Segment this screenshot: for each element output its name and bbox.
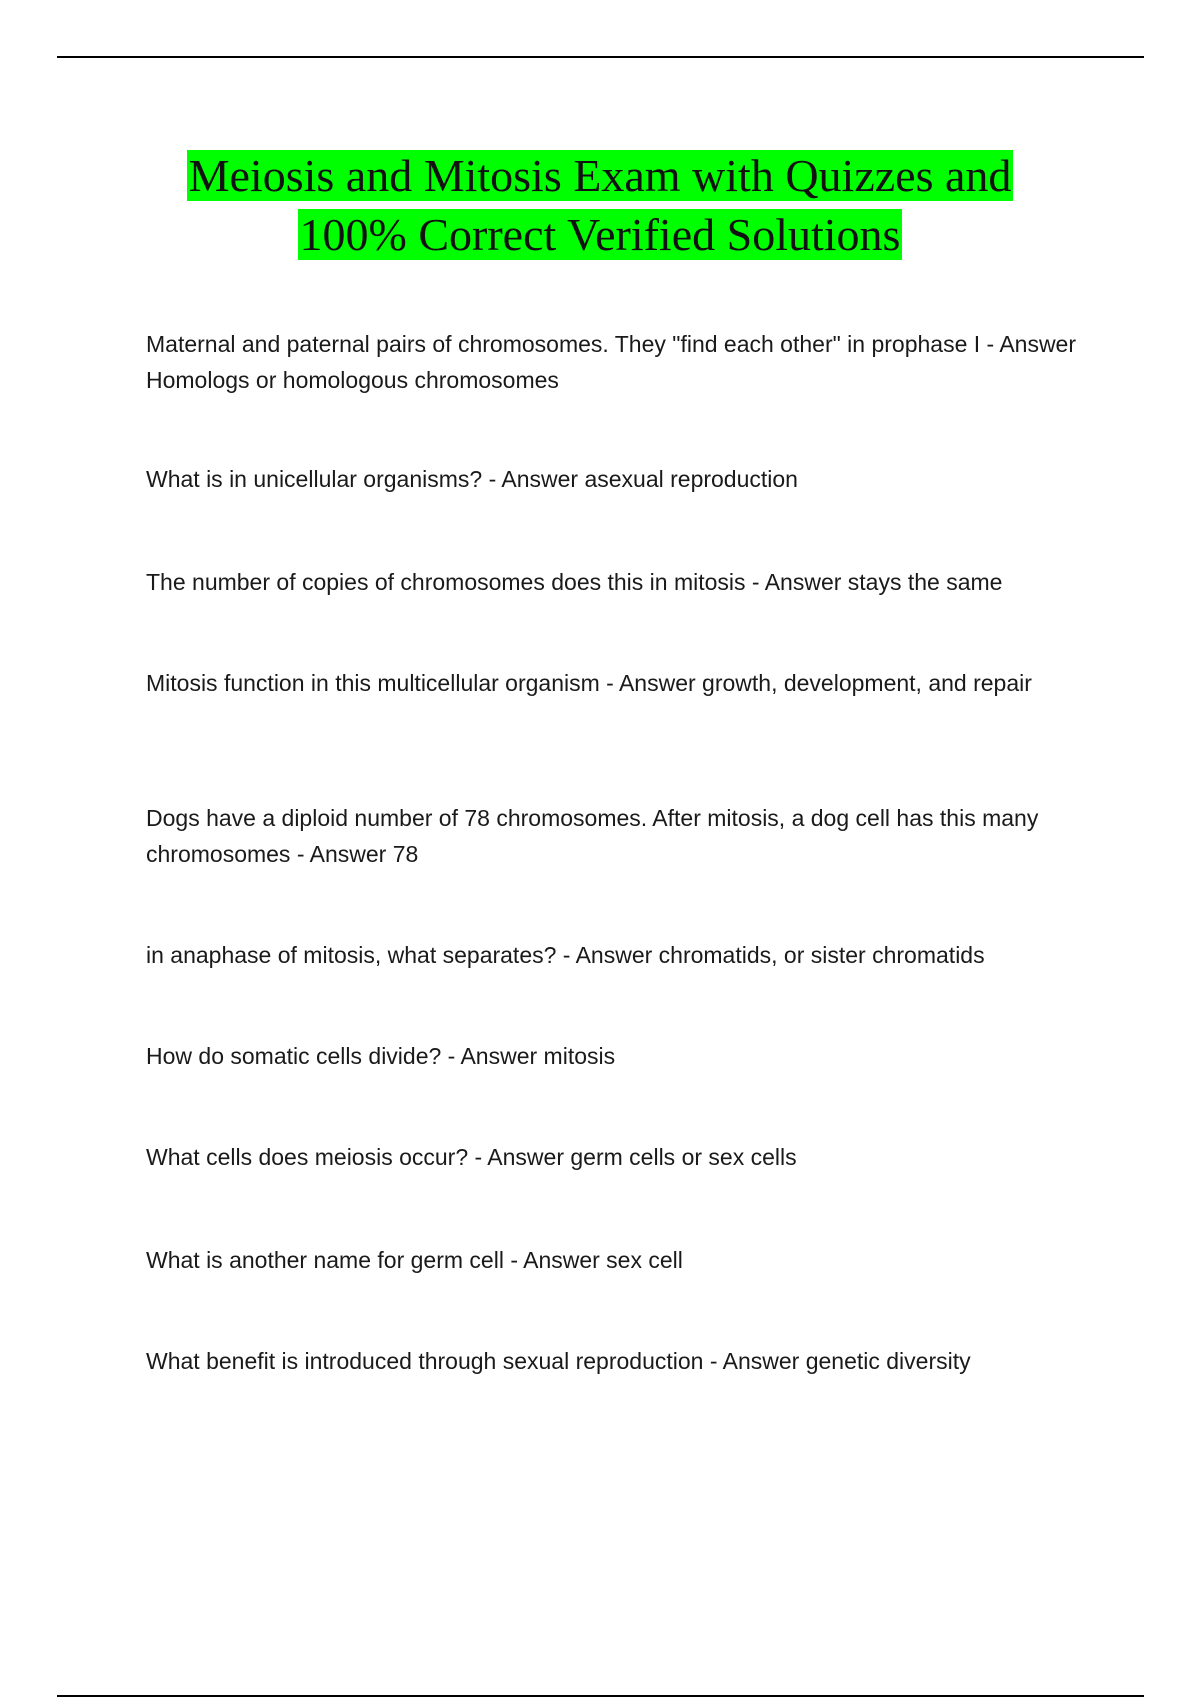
qa-item-9: What is another name for germ cell - Answer sex cell — [146, 1247, 683, 1273]
qa-item-10: What benefit is introduced through sexual reproduction - Answer genetic diversity — [146, 1348, 971, 1374]
qa-item-4: Mitosis function in this multicellular organism - Answer growth, development, and repair — [146, 670, 1032, 696]
bottom-rule — [57, 1695, 1144, 1697]
qa-item-8: What cells does meiosis occur? - Answer germ cells or sex cells — [146, 1144, 797, 1170]
qa-item-7: How do somatic cells divide? - Answer mitosis — [146, 1043, 616, 1069]
qa-item-3: The number of copies of chromosomes does this in mitosis - Answer stays the same — [146, 569, 1003, 595]
document-title — [60, 146, 1140, 264]
title-line-1: Meiosis and Mitosis Exam with Quizzes and — [188, 150, 1012, 201]
title-line-2: 100% Correct Verified Solutions — [299, 209, 901, 260]
qa-item-5: Dogs have a diploid number of 78 chromosomes. After mitosis, a dog cell has this many chromosomes - Answer 78 — [146, 805, 1039, 867]
top-rule — [57, 56, 1144, 58]
qa-item-6: in anaphase of mitosis, what separates? - Answer chromatids, or sister chromatids — [146, 942, 985, 968]
qa-item-2: What is in unicellular organisms? - Answer asexual reproduction — [146, 466, 798, 492]
qa-item-1: Maternal and paternal pairs of chromosomes. They "find each other" in prophase I - Answer Homologs or homologous chromosomes — [146, 331, 1077, 393]
